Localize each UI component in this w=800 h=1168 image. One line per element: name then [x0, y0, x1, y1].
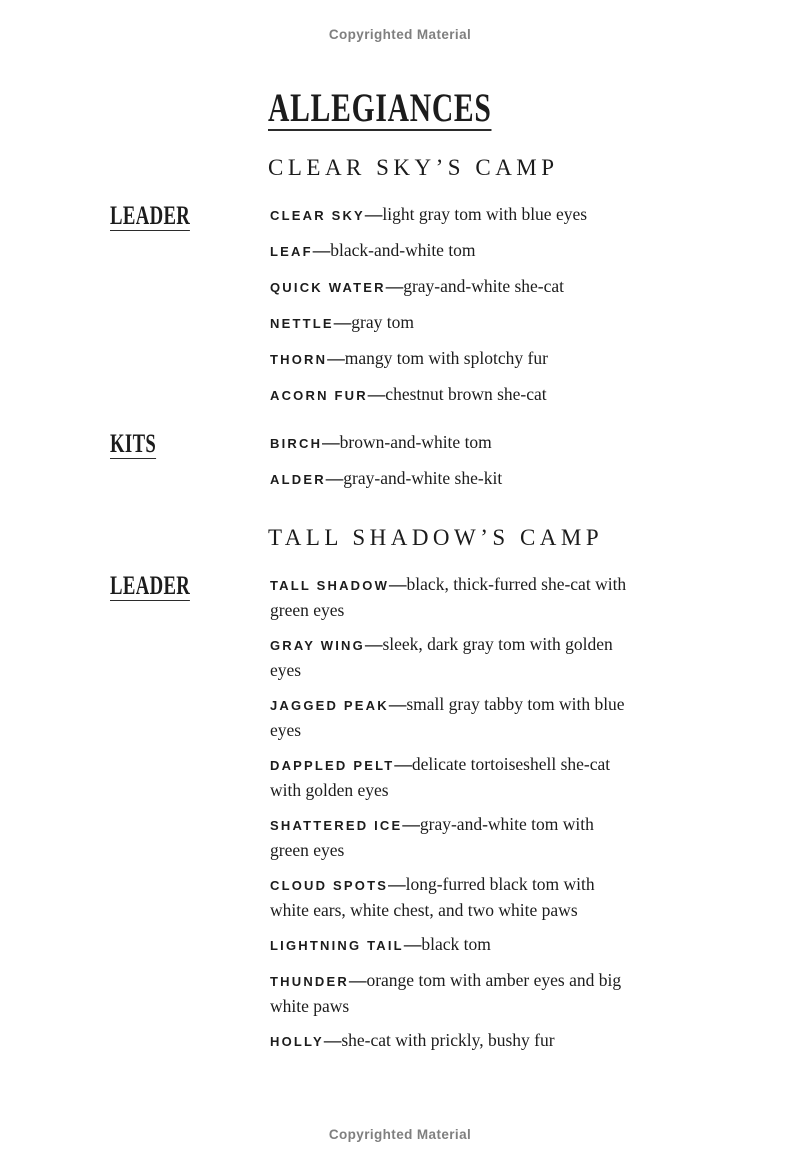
- em-dash: —: [388, 874, 406, 894]
- em-dash: —: [322, 432, 340, 452]
- em-dash: —: [325, 468, 344, 488]
- em-dash: —: [394, 754, 412, 774]
- cat-entry: [270, 968, 632, 1018]
- cat-description: black-and-white tom: [330, 240, 476, 260]
- cat-entry: [270, 430, 632, 456]
- role-label: KITS: [110, 429, 157, 458]
- cat-entry: [270, 572, 632, 622]
- em-dash: —: [327, 348, 345, 368]
- cat-name: ACORN FUR: [270, 388, 368, 403]
- cat-name: THUNDER: [270, 974, 349, 989]
- cat-entry: [270, 932, 632, 958]
- role-label: LEADER: [110, 201, 191, 230]
- cat-description: mangy tom with splotchy fur: [344, 348, 548, 368]
- copyright-notice-bottom: Copyrighted Material: [328, 1127, 472, 1142]
- cat-name: CLOUD SPOTS: [270, 878, 389, 893]
- camp-heading: CLEAR SKY’S CAMP: [268, 155, 559, 180]
- cat-name: BIRCH: [270, 436, 323, 451]
- cat-entry: [270, 346, 632, 372]
- em-dash: —: [323, 1030, 342, 1050]
- cat-name: LEAF: [270, 244, 313, 259]
- cat-name: CLEAR SKY: [270, 208, 365, 223]
- cat-description: delicate tortoiseshell she-cat with golden eyes: [270, 754, 611, 800]
- cat-entry: [270, 382, 632, 408]
- cat-entry: [270, 692, 632, 742]
- cat-name: THORN: [270, 352, 328, 367]
- cat-description: black tom: [421, 934, 491, 954]
- role-group: [110, 202, 710, 418]
- cat-name: TALL SHADOW: [270, 578, 390, 593]
- em-dash: —: [348, 970, 367, 990]
- cat-description: brown-and-white tom: [339, 432, 492, 452]
- role-label-column: [110, 202, 270, 231]
- cat-entry: [270, 872, 632, 922]
- cat-name: HOLLY: [270, 1034, 324, 1049]
- cat-entry: [270, 752, 632, 802]
- role-label: LEADER: [110, 571, 191, 600]
- cat-description: gray-and-white tom with green eyes: [270, 814, 594, 860]
- cat-description: sleek, dark gray tom with golden eyes: [270, 634, 613, 680]
- cat-description: gray-and-white she-kit: [343, 468, 503, 488]
- em-dash: —: [402, 814, 420, 834]
- role-group: [110, 572, 710, 1064]
- cat-description: she-cat with prickly, bushy fur: [341, 1030, 555, 1050]
- cat-name: NETTLE: [270, 316, 334, 331]
- cat-description: long-furred black tom with white ears, white chest, and two white paws: [270, 874, 595, 920]
- role-group: [110, 430, 710, 502]
- cat-entry: [270, 632, 632, 682]
- em-dash: —: [364, 634, 383, 654]
- role-label-column: [110, 572, 270, 601]
- em-dash: —: [389, 574, 407, 594]
- em-dash: —: [367, 384, 386, 404]
- cat-description: small gray tabby tom with blue eyes: [270, 694, 625, 740]
- em-dash: —: [403, 934, 422, 954]
- cat-description: gray-and-white she-cat: [403, 276, 565, 296]
- page-title: ALLEGIANCES: [268, 85, 492, 130]
- cat-description: light gray tom with blue eyes: [382, 204, 588, 224]
- cat-entry: [270, 274, 632, 300]
- allegiances-list: [110, 154, 710, 1064]
- cat-entry: [270, 1028, 632, 1054]
- cat-name: DAPPLED PELT: [270, 758, 395, 773]
- cat-description: chestnut brown she-cat: [385, 384, 547, 404]
- cat-name: SHATTERED ICE: [270, 818, 403, 833]
- cat-entry: [270, 812, 632, 862]
- cat-description: gray tom: [351, 312, 414, 332]
- camp-heading: TALL SHADOW’S CAMP: [268, 525, 604, 550]
- cat-description: black, thick-furred she-cat with green eyes: [270, 574, 627, 620]
- page-content: [110, 85, 710, 1064]
- cat-entry: [270, 466, 632, 492]
- em-dash: —: [364, 204, 383, 224]
- em-dash: —: [385, 276, 404, 296]
- cat-name: QUICK WATER: [270, 280, 386, 295]
- em-dash: —: [333, 312, 352, 332]
- cat-name: ALDER: [270, 472, 326, 487]
- page-title-wrap: [268, 85, 710, 132]
- copyright-notice-top: Copyrighted Material: [328, 27, 472, 42]
- cat-entry: [270, 310, 632, 336]
- cat-name: JAGGED PEAK: [270, 698, 389, 713]
- role-label-column: [110, 430, 270, 459]
- cat-entry: [270, 202, 632, 228]
- cat-description: orange tom with amber eyes and big white paws: [270, 970, 622, 1016]
- cat-name: GRAY WING: [270, 638, 365, 653]
- em-dash: —: [388, 694, 407, 714]
- entries-column: [270, 572, 632, 1064]
- em-dash: —: [312, 240, 331, 260]
- cat-entry: [270, 238, 632, 264]
- entries-column: [270, 430, 632, 502]
- cat-name: LIGHTNING TAIL: [270, 938, 404, 953]
- entries-column: [270, 202, 632, 418]
